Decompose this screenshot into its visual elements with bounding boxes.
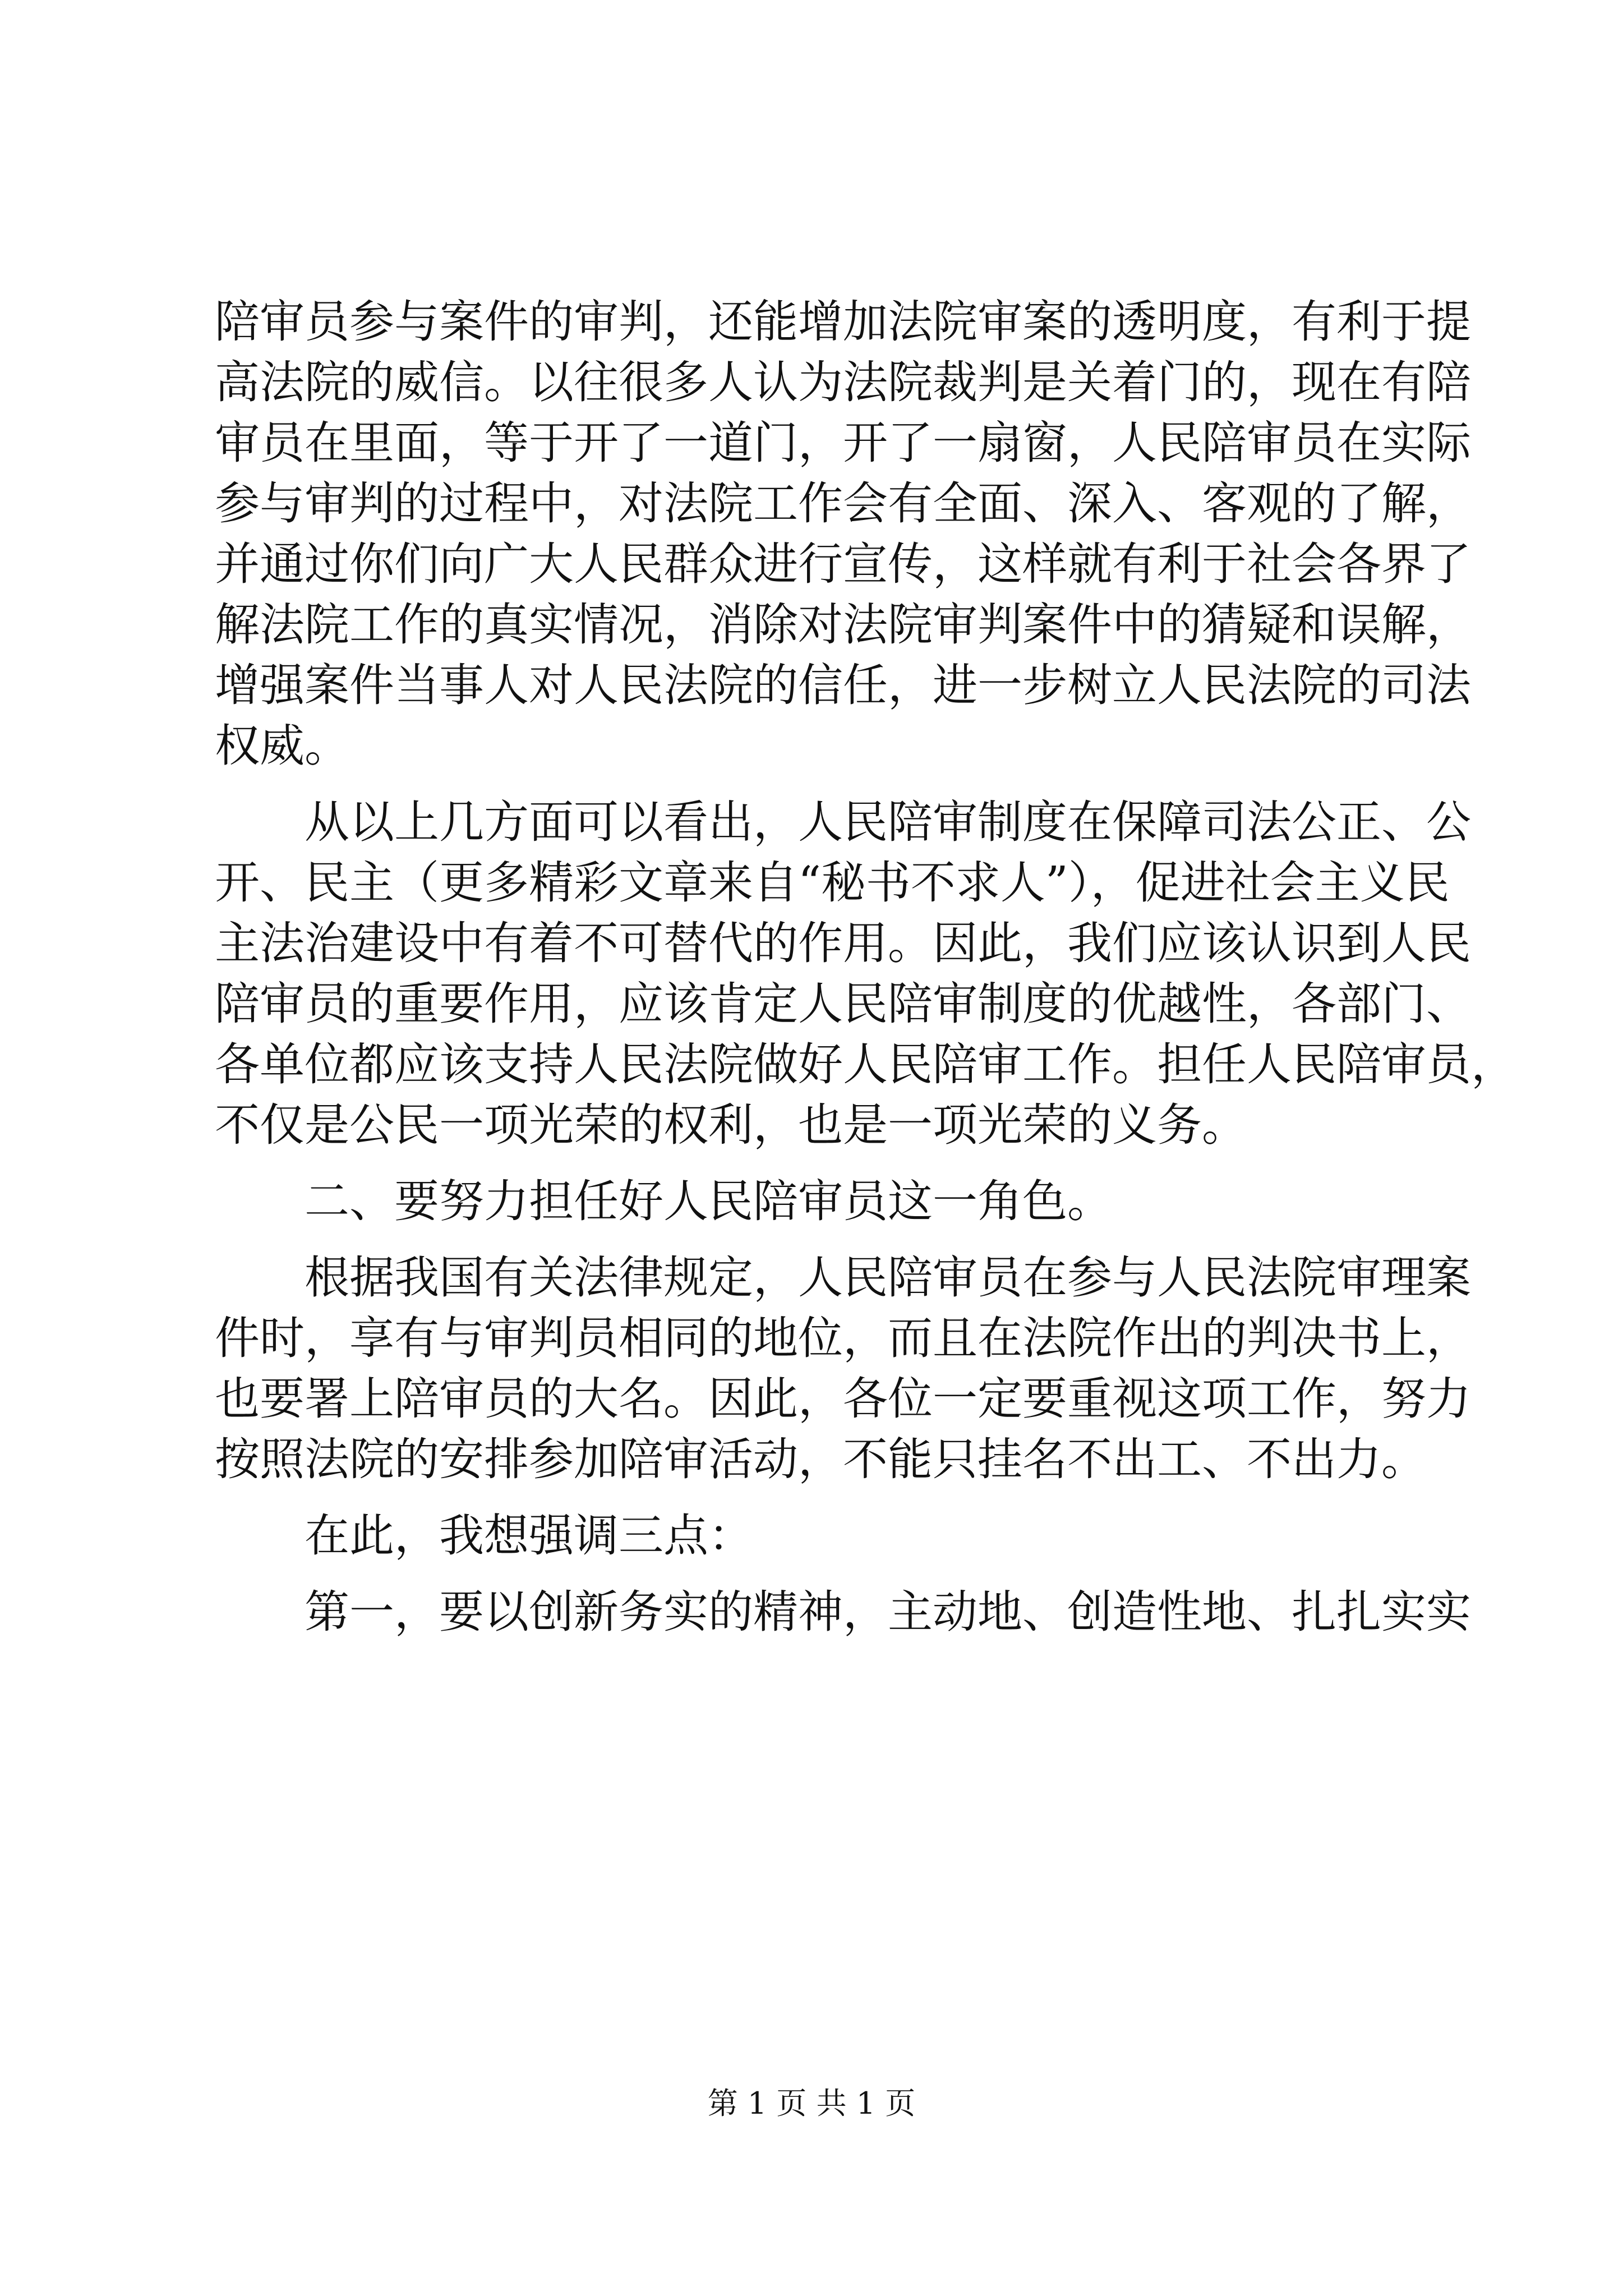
paragraph-1-line-3: 审员在里面，等于开了一道门，开了一扇窗，人民陪审员在实际: [215, 417, 1471, 469]
paragraph-1-line-4: 参与审判的过程中，对法院工作会有全面、深入、客观的了解，: [215, 477, 1471, 530]
paragraph-2-line-3: 主法治建设中有着不可替代的作用。因此，我们应该认识到人民: [215, 917, 1471, 969]
page-number-label: 第 1 页 共 1 页: [707, 2086, 916, 2121]
paragraph-4-line-3: 也要署上陪审员的大名。因此，各位一定要重视这项工作，努力: [215, 1373, 1471, 1425]
paragraph-1-line-1: 陪审员参与案件的审判，还能增加法院审案的透明度，有利于提: [215, 296, 1471, 348]
paragraph-6-line-1: 第一，要以创新务实的精神，主动地、创造性地、扎扎实实: [305, 1586, 1471, 1638]
paragraph-4-line-1: 根据我国有关法律规定，人民陪审员在参与人民法院审理案: [305, 1251, 1471, 1304]
page-footer: [0, 2084, 1623, 2123]
paragraph-1-line-8: 权威。: [215, 720, 349, 772]
section-heading-2: 二、要努力担任好人民陪审员这一角色。: [305, 1175, 1112, 1227]
paragraph-1-line-2: 高法院的威信。以往很多人认为法院裁判是关着门的，现在有陪: [215, 356, 1471, 408]
paragraph-2-line-6: 不仅是公民一项光荣的权利，也是一项光荣的义务。: [215, 1099, 1247, 1151]
paragraph-4-line-2: 件时，享有与审判员相同的地位，而且在法院作出的判决书上，: [215, 1312, 1471, 1364]
paragraph-1-line-7: 增强案件当事人对人民法院的信任，进一步树立人民法院的司法: [215, 659, 1471, 711]
paragraph-2-line-1: 从以上几方面可以看出，人民陪审制度在保障司法公正、公: [305, 796, 1471, 848]
paragraph-2-line-4: 陪审员的重要作用，应该肯定人民陪审制度的优越性，各部门、: [215, 978, 1471, 1030]
paragraph-4-line-4: 按照法院的安排参加陪审活动，不能只挂名不出工、不出力。: [215, 1433, 1426, 1485]
paragraph-2-line-2: 开、民主（更多精彩文章来自“秘书不求人”），促进社会主义民: [215, 857, 1450, 909]
paragraph-2-line-5: 各单位都应该支持人民法院做好人民陪审工作。担任人民陪审员，: [215, 1038, 1516, 1091]
paragraph-1-line-6: 解法院工作的真实情况，消除对法院审判案件中的猜疑和误解，: [215, 599, 1471, 651]
paragraph-5-line-1: 在此，我想强调三点：: [305, 1510, 753, 1562]
document-body: [215, 295, 1516, 1646]
paragraph-1-line-5: 并通过你们向广大人民群众进行宣传，这样就有利于社会各界了: [215, 538, 1471, 590]
